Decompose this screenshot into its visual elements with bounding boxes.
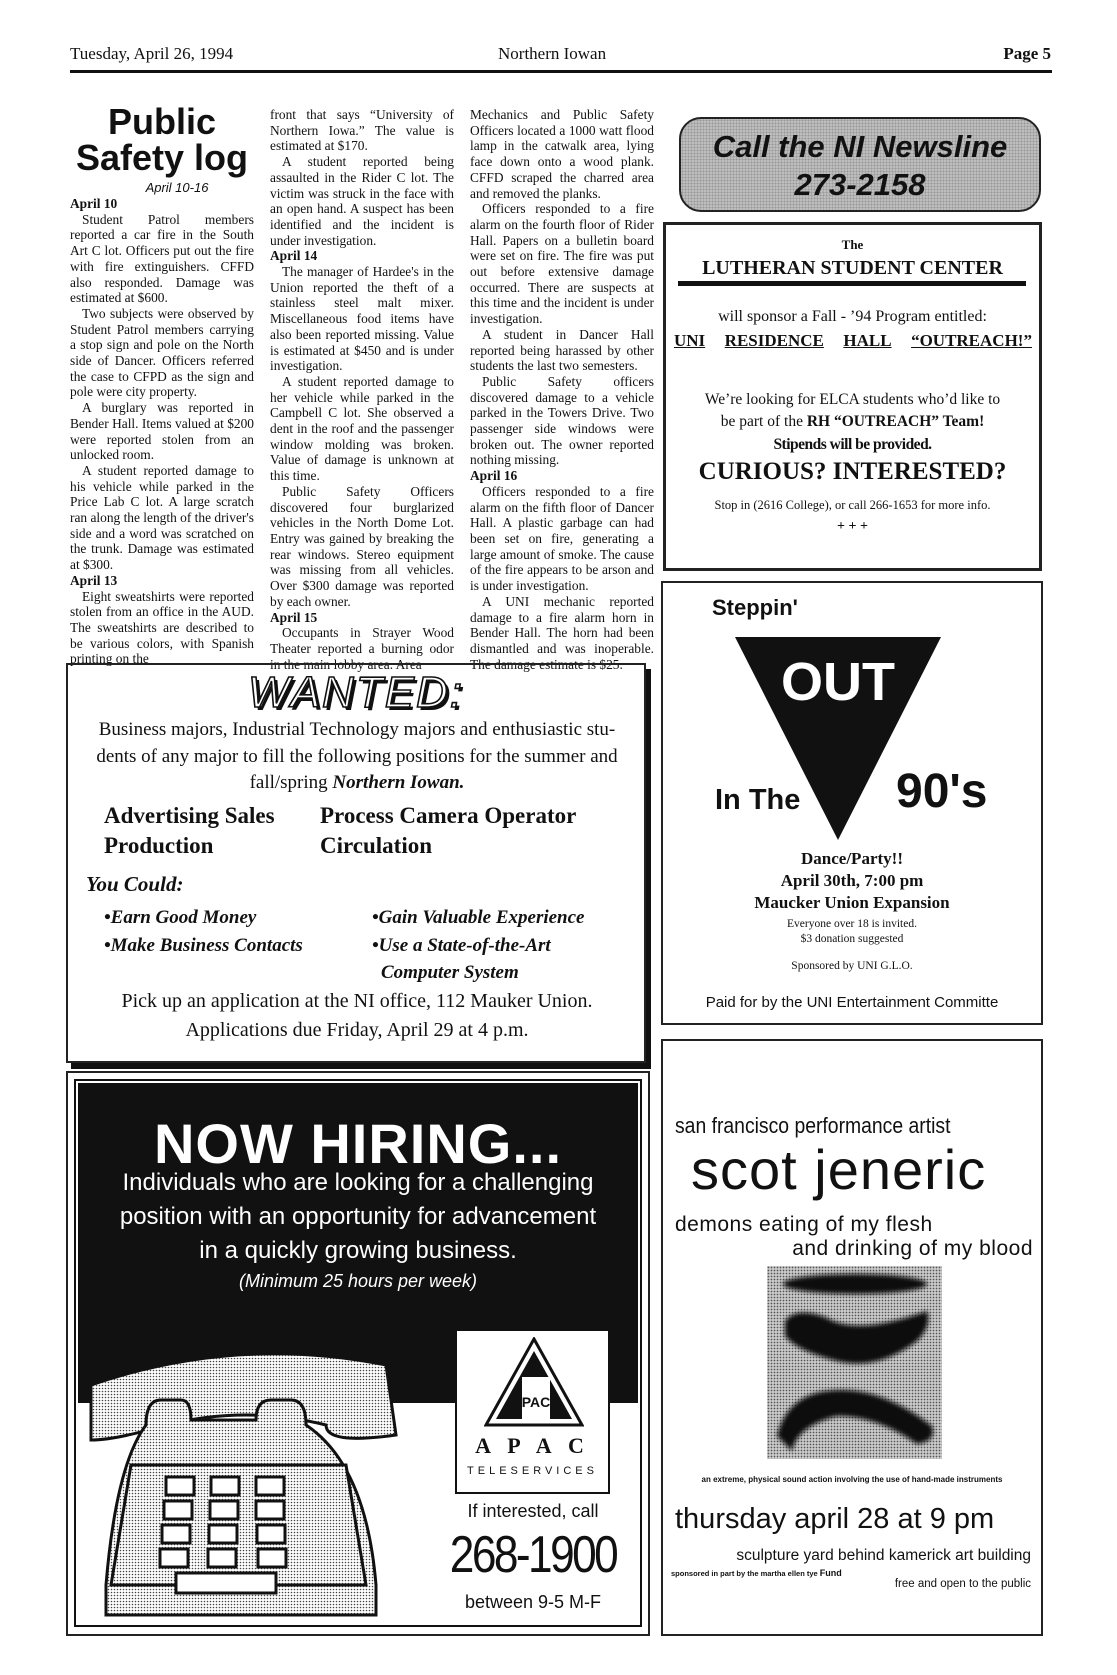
log-date-heading: April 16	[470, 468, 518, 484]
log-entry: Occupants in Strayer Wood Theater reported a burning odor in the main lobby area. Area	[270, 625, 454, 672]
performance-location: sculpture yard behind kamerick art building	[736, 1547, 1031, 1564]
lutheran-org-name: LUTHERAN STUDENT CENTER	[702, 257, 1003, 279]
page-number: Page 5	[1003, 44, 1051, 63]
log-entry: Student Patrol members reported a car fire in the South Art C lot. Officers put out the fire with fire extinguishers. CFFD also responded. Damage was estimated at $600.	[70, 211, 254, 306]
log-date-heading: April 10	[70, 196, 118, 211]
benefit-item	[372, 935, 551, 957]
performer-name: scot jeneric	[691, 1138, 987, 1201]
program-word: HALL	[843, 331, 892, 350]
position-circulation: Circulation	[320, 833, 433, 858]
log-entry: The manager of Hardee's in the Union reported the theft of a stainless steel malt mixer. Miscellaneous food items have also been reported missing. Value is estimated at $450 and is under investigation.	[270, 264, 454, 374]
now-hiring-headline: NOW HIRING...	[153, 1112, 563, 1175]
article-title-line1: Public	[107, 101, 217, 142]
lutheran-sponsor-text: will sponsor a Fall - ’94 Program entitled:	[718, 308, 987, 325]
event-date: April 30th, 7:00 pm	[780, 871, 924, 890]
wanted-paper-name: Northern Iowan.	[332, 772, 465, 793]
steppin-out-ad	[661, 581, 1043, 1025]
benefit-text: Gain Valuable Experience	[378, 907, 585, 928]
benefit-item	[104, 907, 256, 929]
event-age: Everyone over 18 is invited.	[787, 918, 917, 930]
benefit-item	[104, 935, 303, 957]
performance-title-line2: and drinking of my blood	[792, 1237, 1033, 1260]
log-date-heading: April 15	[270, 609, 318, 625]
apac-hours: between 9-5 M-F	[464, 1592, 602, 1612]
benefit-text: Use a State-of-the-Art	[378, 935, 551, 956]
wanted-word: WANTED:	[247, 668, 465, 717]
position-production: Production	[104, 833, 214, 858]
log-entry: Public Safety officers discovered damage to a vehicle parked in the Towers Drive. Two passenger side windows were broken out. The owner reported nothing missing.	[470, 373, 654, 468]
apac-triangle-logo	[484, 1337, 584, 1429]
paid-for-by: Paid for by the UNI Entertainment Committe	[705, 994, 999, 1011]
hiring-minimum-hours: (Minimum 25 hours per week)	[238, 1271, 478, 1291]
log-entry: Officers responded to a fire alarm on the fifth floor of Dancer Hall. A plastic garbage can had been set on fire, generating a large amount of smoke. The cause of the fire appears to be arson and is under investigation.	[470, 483, 654, 594]
benefit-item-continued: Computer System	[381, 962, 519, 983]
wanted-title	[66, 668, 646, 718]
log-entry: Public Safety Officers discovered four burglarized vehicles in the North Dome Lot. Entry was gained by breaking the rear windows. Stereo equipment was missing from all vehicles. Over $300 damage was reported by each owner.	[270, 483, 454, 609]
outreach-team: RH “OUTREACH” Team!	[806, 413, 985, 430]
lutheran-curious: CURIOUS? INTERESTED?	[698, 458, 1007, 485]
scot-jeneric-ad	[661, 1039, 1043, 1636]
lutheran-stipends: Stipends will be provided.	[773, 436, 932, 453]
log-entry: Two subjects were observed by Student Patrol members carrying a stop sign and pole on the North side of Dancer. Officers referred the case to CFPD as the sign and pole were city property.	[70, 305, 254, 400]
article-column-1	[70, 196, 254, 667]
looking-text: be part of the	[720, 413, 807, 430]
benefit-text: Earn Good Money	[110, 907, 257, 928]
log-date-heading: April 13	[70, 572, 118, 588]
apac-division: TELESERVICES	[467, 1465, 598, 1477]
newsline-phone: 273-2158	[794, 167, 926, 202]
benefit-item	[372, 907, 585, 929]
performance-artwork	[767, 1266, 942, 1459]
log-entry: A student reported damage to her vehicle while parked in the Campbell C lot. She observed a dent in the roof and the passenger window molding was broken. Value of damage is unknown at this time.	[270, 373, 454, 484]
log-entry: front that says “University of Northern Iowa.” The value is estimated at $170.	[270, 107, 454, 154]
issue-date: Tuesday, April 26, 1994	[70, 44, 234, 63]
performance-title-line1: demons eating of my flesh	[675, 1213, 933, 1236]
program-word: “OUTREACH!”	[911, 331, 1032, 350]
lutheran-program-name	[674, 331, 1032, 351]
article-column-2	[270, 107, 454, 672]
wanted-body-line1: Business majors, Industrial Technology majors and enthusiastic stu-	[98, 719, 616, 740]
article-subtitle: April 10-16	[145, 180, 209, 195]
program-word: UNI	[674, 331, 706, 350]
bullet-icon: •	[104, 907, 111, 928]
out-text: OUT	[781, 652, 895, 712]
log-entry: A student in Dancer Hall reported being harassed by other students the last two semesters.	[470, 326, 654, 374]
performance-sponsor	[671, 1568, 842, 1578]
paper-name: Northern Iowan	[498, 44, 607, 63]
now-hiring-ad	[66, 1071, 650, 1636]
newsline-ad	[679, 117, 1041, 212]
lutheran-looking-line2	[666, 413, 1039, 431]
event-type: Dance/Party!!	[801, 849, 903, 868]
log-entry: A student reported damage to his vehicle while parked in the Price Lab C lot. A large scratch ran along the length of the driver's side and a word was scratched on the trunk. Damage was estimated at $300.	[70, 462, 254, 573]
in-the-text: In The	[715, 784, 801, 816]
wanted-body-line2: dents of any major to fill the following positions for the summer and	[96, 746, 618, 767]
lutheran-stop-in: Stop in (2616 College), or call 266-1653 for more info.	[714, 498, 991, 512]
benefit-text: Make Business Contacts	[110, 935, 303, 956]
event-donation: $3 donation suggested	[800, 933, 904, 945]
wanted-body-text: fall/spring	[249, 772, 333, 793]
log-entry: A student reported being assaulted in the Rider C lot. The victim was struck in the face with an open hand. A suspect has been identified and the incident is under investigation.	[270, 154, 454, 248]
log-entry: A burglary was reported in Bender Hall. Items valued at $200 were reported stolen from an unlocked room.	[70, 400, 254, 463]
performance-description: an extreme, physical sound action involving the use of hand-made instruments	[701, 1475, 1003, 1484]
lutheran-crosses: + + +	[837, 519, 868, 534]
log-entry: A UNI mechanic reported damage to a fire alarm horn in Bender Hall. The horn had been dismantled and was inoperable. The damage estimate is $25.	[470, 593, 654, 672]
lutheran-the: The	[841, 237, 864, 252]
if-interested-text: If interested, call	[467, 1501, 599, 1521]
hiring-line2: position with an opportunity for advancement	[119, 1203, 597, 1230]
steppin-text: Steppin'	[712, 595, 798, 620]
position-advertising-sales: Advertising Sales	[104, 803, 275, 828]
bullet-icon: •	[104, 935, 111, 956]
wanted-pickup: Pick up an application at the NI office, 112 Mauker Union.	[121, 990, 593, 1012]
bullet-icon: •	[372, 935, 379, 956]
apac-phone-number: 268-1900	[449, 1526, 617, 1584]
sponsor-text: sponsored in part by the martha ellen tye	[671, 1569, 818, 1578]
log-entry: Officers responded to a fire alarm on the fourth floor of Rider Hall. Papers on a bulletin board were set on fire. The fire was put out before extensive damage occurred. There are suspects at this time and the incident is under investigation.	[470, 201, 654, 327]
hiring-line3: in a quickly growing business.	[199, 1237, 517, 1264]
bullet-icon: •	[372, 907, 379, 928]
wanted-due-date: Applications due Friday, April 29 at 4 p.m.	[185, 1019, 529, 1041]
position-camera-operator: Process Camera Operator	[320, 803, 577, 828]
sponsor-fund: Fund	[819, 1568, 842, 1578]
apac-name: A P A C	[475, 1433, 590, 1458]
apac-logo-letters: PAC	[521, 1394, 551, 1410]
wanted-body-line3	[66, 772, 648, 794]
performer-intro: san francisco performance artist	[675, 1113, 951, 1138]
lutheran-student-center-ad	[663, 222, 1042, 571]
hiring-line1: Individuals who are looking for a challenging	[122, 1169, 594, 1196]
header-rule	[70, 70, 1052, 73]
nineties-text: 90's	[896, 765, 988, 818]
event-sponsor: Sponsored by UNI G.L.O.	[791, 960, 913, 972]
program-word: RESIDENCE	[724, 331, 824, 350]
article-column-3	[470, 107, 654, 672]
log-entry: Eight sweatshirts were reported stolen from an office in the AUD. The sweatshirts are described to be various colors, with Spanish printing on the	[70, 588, 254, 667]
you-could-label: You Could:	[86, 872, 184, 896]
admission-note: free and open to the public	[894, 1578, 1031, 1590]
telephone-illustration	[86, 1345, 406, 1630]
log-date-heading: April 14	[270, 248, 318, 264]
apac-logo-box	[455, 1329, 610, 1494]
brush-strokes-image	[767, 1266, 942, 1459]
lutheran-looking-line1: We’re looking for ELCA students who’d like to	[704, 391, 1001, 408]
performance-datetime: thursday april 28 at 9 pm	[675, 1503, 995, 1535]
newsline-title: Call the NI Newsline	[712, 129, 1008, 164]
lutheran-underline-bar	[678, 281, 1026, 286]
article-title-line2: Safety log	[75, 137, 249, 178]
log-entry: Mechanics and Public Safety Officers located a 1000 watt flood lamp in the catwalk area, lying face down onto a wood plank. CFFD scraped the charred area and removed the planks.	[470, 107, 654, 201]
event-venue: Maucker Union Expansion	[754, 893, 950, 912]
